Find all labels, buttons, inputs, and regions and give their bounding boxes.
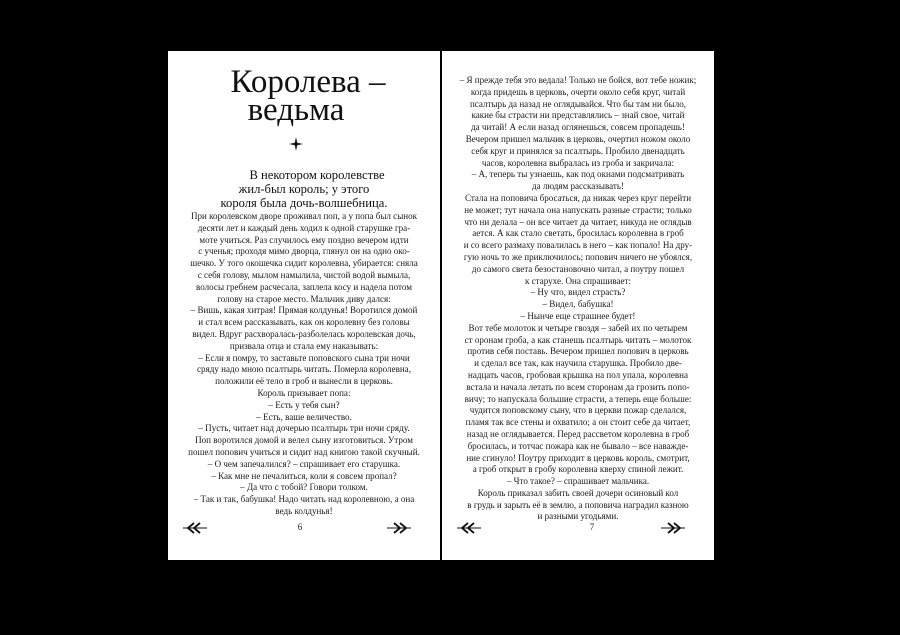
left-page <box>168 51 440 560</box>
page-number: 6 <box>297 522 303 532</box>
text-line: псалтырь да назад не оглядывайся. Что бы там ни было, <box>469 98 687 109</box>
text-line: ст оронам гроба, а как станешь псалтырь читать – молоток <box>464 334 692 345</box>
text-line: себя круг и принялся за псалтырь. Пробило двенадцать <box>471 145 685 156</box>
text-line: и стал всем рассказывать, как он королевну без головы <box>198 317 410 328</box>
left-footer <box>168 520 440 536</box>
text-line: Стала на поповича бросаться, да никак через круг перейти <box>464 192 692 203</box>
text-line: часов, королевна выбралась из гроба и закричала: <box>481 157 675 168</box>
text-line: какие бы страсти ни представлялись – знай свое, читай <box>471 110 685 121</box>
text-line: пламя так все стены и охватило; а он стоит себе да читает, <box>465 417 691 428</box>
double-arrow-left-icon[interactable] <box>456 520 482 536</box>
text-line: ведь колдунья! <box>275 505 333 516</box>
text-line: встала и начала летать по всем сторонам да грозить попо- <box>466 381 690 392</box>
page-number: 7 <box>589 522 595 532</box>
text-line: и со всего размаху повалилась в него – как попало! На дру- <box>463 240 693 251</box>
text-line: ается. А как стало светать, бросилась королевна в гроб <box>472 228 684 239</box>
text-line: – О чем запечалился? – спрашивает его старушка. <box>207 458 401 469</box>
text-line: – Есть у тебя сын? <box>268 399 340 410</box>
right-body-text <box>442 75 714 523</box>
lead-paragraph <box>168 168 440 210</box>
text-line: положили её тело в гроб и вынесли в церковь. <box>215 376 393 387</box>
text-line: шечко. У того окошечка сидит королевна, убирается: сняла <box>190 258 418 269</box>
text-line: – А, теперь ты узнаешь, как под окнами подсматривать <box>471 169 685 180</box>
text-line: гую ночь то же приключилось; попович ничего не убоялся, <box>463 251 693 262</box>
text-line: голову на старое место. Мальчик диву дался: <box>217 293 391 304</box>
text-line: надцать часов, гробовая крышка на пол упала, королевна <box>468 369 688 380</box>
text-line: волосы гребнем расчесала, заплела косу и надела потом <box>196 281 412 292</box>
text-line: моте учиться. Раз случилось ему поздно вечером идти <box>199 234 409 245</box>
text-line: Король приказал забить своей дочери осиновый кол <box>477 487 679 498</box>
text-line: бросилась, и тотчас пожара как не бывало – все наважде- <box>467 440 689 451</box>
right-page <box>442 51 714 560</box>
double-arrow-right-icon[interactable] <box>386 520 412 536</box>
text-line: – Что такое? – спрашивает мальчика. <box>506 476 650 487</box>
text-line: и сделал все так, как научила старушка. Пробило две- <box>474 358 682 369</box>
double-arrow-left-icon[interactable] <box>182 520 208 536</box>
text-line: что ни делала – он все читает да читает, никуда не оглядыв <box>464 216 692 227</box>
text-line: ние сгинуло! Поутру приходит в церковь король, смотрит, <box>466 452 690 463</box>
lead-line: В некотором королевстве <box>249 168 385 182</box>
text-line: Вот тебе молоток и четыре гвоздя – забей их по четырем <box>468 322 688 333</box>
text-line: против себя поставь. Вечером пришел попович в церковь <box>467 346 689 357</box>
text-line: призвала отца и стала ему наказывать: <box>229 340 379 351</box>
text-line: – Как мне не печалиться, коли я совсем пропал? <box>211 470 397 481</box>
text-line: с себя голову, мылом намылила, чистой водой вымыла, <box>197 269 411 280</box>
text-line: Король призывает попа: <box>257 387 351 398</box>
text-line: не может; тут начала она напускать разные страсти; только <box>464 204 692 215</box>
text-line: – Да что с тобой? Говори толком. <box>240 482 368 493</box>
text-line: – Я прежде тебя это ведала! Только не бойся, вот тебе ножик; <box>459 75 697 85</box>
text-line: Вечером пришел мальчик в церковь, очертил ножом около <box>465 133 691 144</box>
text-line: – Если я помру, то заставьте поповского сына три ночи <box>198 352 410 363</box>
double-arrow-right-icon[interactable] <box>660 520 686 536</box>
text-line: – Видел, бабушка! <box>542 299 614 310</box>
text-line: пошел попович учиться и сидит над книгою такой скучный. <box>188 446 420 457</box>
text-line: сряду надо мною псалтырь читать. Померла королевна, <box>197 364 411 375</box>
text-line: – Нынче еще страшнее будет! <box>520 310 636 321</box>
title-line-2: ведьма <box>247 92 345 128</box>
text-line: При королевском дворе проживал поп, а у попа был сынок <box>190 211 418 221</box>
four-point-star-icon <box>289 137 303 151</box>
text-line: – Есть, ваше величество. <box>256 411 352 422</box>
text-line: десяти лет и каждый день ходил к одной старушке гра- <box>197 222 411 233</box>
text-line: назад не оглядывается. Перед рассветом королевна в гроб <box>466 428 690 439</box>
text-line: – Пусть, читает над дочерью псалтырь три ночи сряду. <box>198 423 410 434</box>
text-line: видел. Вдруг расхворалась-разболелась королевская дочь, <box>192 328 416 339</box>
text-line: к старухе. Она спрашивает: <box>524 275 632 286</box>
left-body-text <box>168 211 440 518</box>
text-line: и разными угодьями. <box>537 511 619 522</box>
text-line: да читай! А если назад оглянешься, совсем пропадешь! <box>471 122 685 133</box>
text-line: Поп воротился домой и велел сыну изготовиться. Утром <box>195 435 413 446</box>
text-line: вичу; то напускала большие страсти, а теперь еще больше: <box>464 393 692 404</box>
lead-line: жил-был король; у этого <box>238 182 370 196</box>
right-footer <box>442 520 714 536</box>
text-line: с ученья; проходя мимо дворца, глянул он на одно око- <box>198 246 410 257</box>
text-line: – Так и так, бабушка! Надо читать над королевною, а она <box>193 494 415 505</box>
text-line: – Вишь, какая хитрая! Прямая колдунья! Воротился домой <box>190 305 418 316</box>
text-line: да людям рассказывать! <box>532 181 624 192</box>
text-line: в грудь и зарыть её в землю, а поповича наградил казною <box>467 499 689 510</box>
lead-line: короля была дочь-волшебница. <box>220 196 388 210</box>
title-line-1: Королева – <box>230 64 386 100</box>
text-line: до самого света безостановочно читал, а поутру пошел <box>471 263 685 274</box>
text-line: – Ну что, видел страсть? <box>530 287 626 298</box>
text-line: а гроб открыт в гробу королевна кверху спиной лежит. <box>472 464 684 475</box>
text-line: чудится поповскому сыну, что в церкви пожар сделался, <box>469 405 687 416</box>
text-line: когда придешь в церковь, очерти около себя круг, читай <box>470 86 686 97</box>
